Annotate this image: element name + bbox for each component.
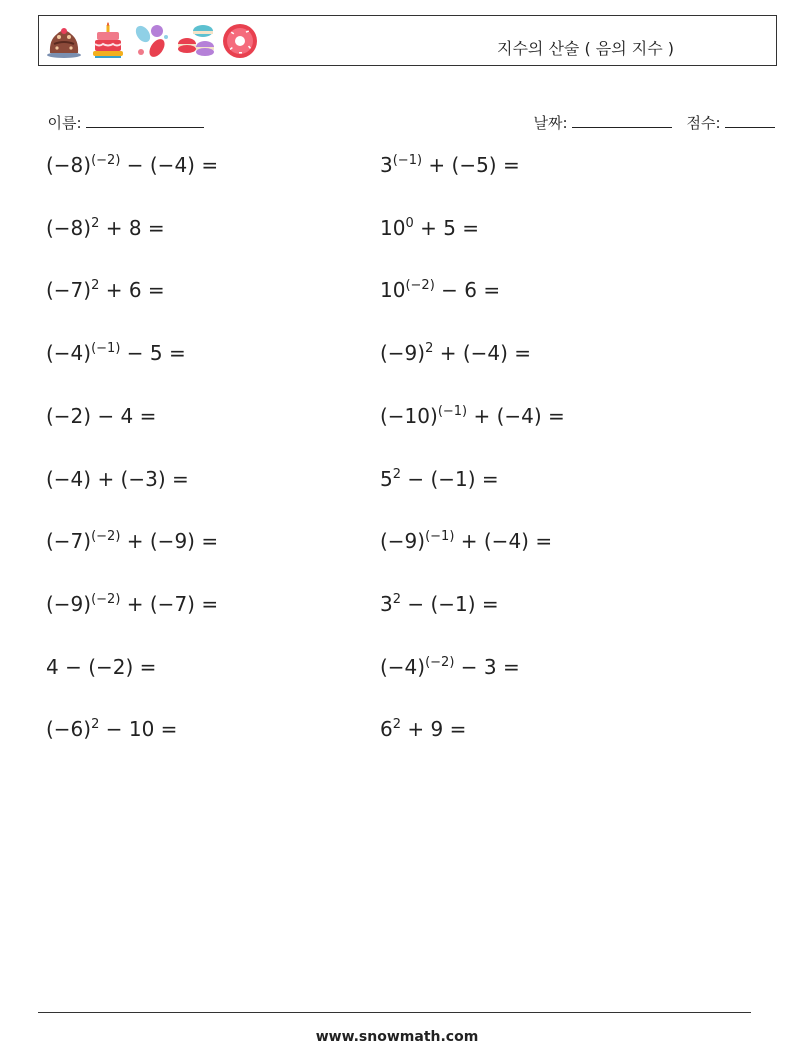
problem-base: (−4) + (−3) = <box>46 467 189 491</box>
problem-item <box>46 589 218 619</box>
problem-item <box>380 213 479 243</box>
problem-base: (−8) <box>46 153 92 177</box>
problem-exponent: (−2) <box>405 278 435 293</box>
problem-rest: − 5 = <box>120 341 186 365</box>
problem-item <box>46 401 156 431</box>
problem-exponent: 2 <box>392 592 402 607</box>
problem-exponent: (−2) <box>91 592 121 607</box>
problem-base: (−7) <box>46 278 92 302</box>
problem-rest: − 6 = <box>434 278 501 302</box>
problem-rest: + 8 = <box>99 216 165 240</box>
problem-rest: + 5 = <box>413 216 480 240</box>
macaron-stack-icon <box>177 22 215 60</box>
date-blank <box>572 111 672 128</box>
problem-base: (−6) <box>46 717 92 741</box>
problem-base: 10 <box>380 216 406 240</box>
worksheet-title: 지수의 산술 ( 음의 지수 ) <box>497 39 675 58</box>
footer-divider <box>38 1012 751 1013</box>
problem-exponent: (−1) <box>425 529 455 544</box>
problem-base: (−7) <box>46 529 92 553</box>
problem-exponent: (−2) <box>91 529 121 544</box>
problem-item <box>380 401 565 431</box>
problem-item <box>380 589 499 619</box>
problem-item <box>380 714 466 744</box>
score-blank <box>725 111 775 128</box>
problem-item <box>46 526 218 556</box>
problem-rest: + (−4) = <box>454 529 553 553</box>
problem-item <box>46 464 189 494</box>
problem-rest: − 3 = <box>454 655 520 679</box>
problem-item <box>380 526 552 556</box>
problem-base: 4 − (−2) = <box>46 655 157 679</box>
problem-item <box>46 652 156 682</box>
problem-base: (−9) <box>380 529 426 553</box>
problem-item <box>380 652 520 682</box>
chocolate-cake-icon <box>45 22 83 60</box>
problem-base: (−9) <box>380 341 426 365</box>
problem-item <box>46 213 165 243</box>
problem-item <box>380 150 520 180</box>
problem-base: (−10) <box>380 404 438 428</box>
score-field <box>677 93 775 133</box>
problem-exponent: 2 <box>91 216 100 231</box>
problem-rest: − (−1) = <box>401 467 499 491</box>
header-icons <box>45 22 259 60</box>
problem-item <box>46 338 186 368</box>
donut-icon <box>221 22 259 60</box>
problem-base: 3 <box>380 592 393 616</box>
problem-exponent: 2 <box>425 341 434 356</box>
name-blank <box>86 111 204 128</box>
problem-base: 5 <box>380 467 393 491</box>
problem-exponent: 2 <box>392 717 402 732</box>
date-field <box>524 93 672 133</box>
problem-exponent: (−1) <box>437 404 468 419</box>
header-box <box>38 15 777 66</box>
problem-rest: + (−7) = <box>120 592 219 616</box>
date-label: 날짜: <box>533 114 568 132</box>
name-field <box>38 93 204 133</box>
problem-base: 10 <box>380 278 406 302</box>
score-label: 점수: <box>686 114 721 132</box>
problem-base: (−4) <box>46 341 92 365</box>
problem-exponent: (−1) <box>392 153 423 168</box>
problem-rest: − 10 = <box>99 717 178 741</box>
problem-item <box>380 338 531 368</box>
problem-item <box>46 275 165 305</box>
problem-base: 3 <box>380 153 393 177</box>
problem-exponent: (−1) <box>91 341 121 356</box>
problem-base: (−4) <box>380 655 426 679</box>
problem-item <box>380 464 499 494</box>
problem-exponent: 2 <box>91 717 100 732</box>
problem-rest: + 9 = <box>401 717 467 741</box>
problem-base: (−8) <box>46 216 92 240</box>
problem-rest: − (−4) = <box>120 153 219 177</box>
name-label: 이름: <box>47 114 82 132</box>
problem-item <box>46 714 177 744</box>
problem-exponent: (−2) <box>91 153 121 168</box>
footer-website: www.snowmath.com <box>315 1029 479 1045</box>
problem-rest: − (−1) = <box>401 592 499 616</box>
problem-rest: + (−5) = <box>422 153 520 177</box>
problem-rest: + 6 = <box>99 278 165 302</box>
problem-base: (−9) <box>46 592 92 616</box>
problem-exponent: 2 <box>91 278 100 293</box>
problem-exponent: 2 <box>392 467 402 482</box>
problem-base: 6 <box>380 717 393 741</box>
problem-rest: + (−9) = <box>120 529 219 553</box>
candy-icon <box>133 22 171 60</box>
problem-item <box>46 150 218 180</box>
problem-rest: + (−4) = <box>467 404 565 428</box>
problem-exponent: (−2) <box>425 655 455 670</box>
problem-rest: + (−4) = <box>433 341 532 365</box>
birthday-cake-icon <box>89 22 127 60</box>
problem-item <box>380 275 500 305</box>
problem-base: (−2) − 4 = <box>46 404 157 428</box>
problem-exponent: 0 <box>405 216 414 231</box>
